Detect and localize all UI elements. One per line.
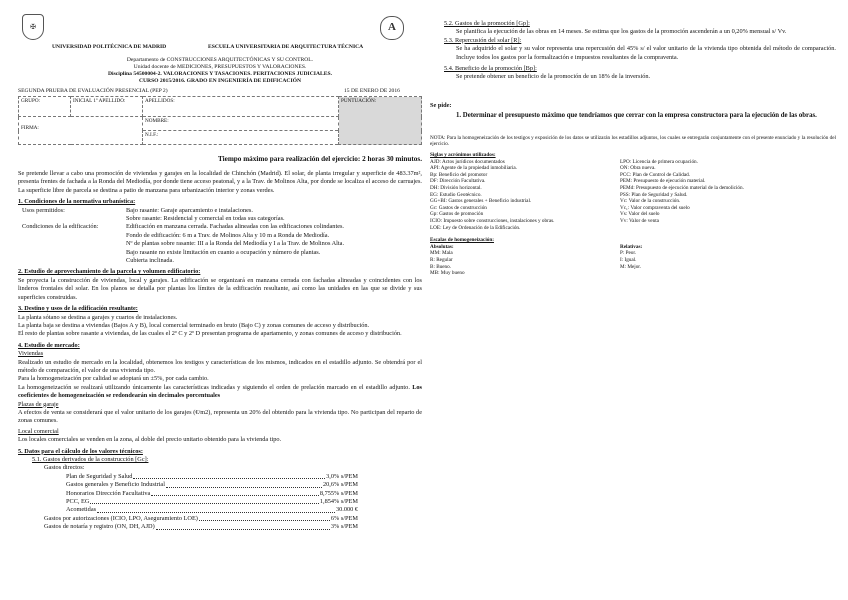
dot-leader — [156, 523, 330, 529]
glossary-item: ON: Obra nueva. — [620, 165, 656, 172]
cost-row — [44, 523, 358, 531]
direct-costs-label: Gastos directos: — [44, 464, 85, 472]
direct-costs-list — [18, 473, 358, 515]
section-4-title — [18, 342, 422, 350]
condition-item: Nº de plantas sobre rasante: III a la Ronda del Mediodía y I a la Trav. de Molinos Alta. — [126, 240, 345, 248]
uses-item: Bajo rasante: Garaje aparcamiento e instalaciones. — [126, 206, 253, 214]
scale-item: B: Bueno. — [430, 263, 452, 270]
section-5-title-text: 5. Datos para el cálculo de los valores técnicos: — [18, 447, 143, 455]
signature-field[interactable] — [19, 117, 143, 145]
left-column — [18, 0, 422, 600]
subsection-5-4 — [430, 65, 836, 73]
cost-row — [66, 506, 358, 514]
other-costs-list — [18, 515, 358, 532]
cost-value: 30.000 € — [335, 506, 358, 514]
uses-values — [126, 207, 422, 224]
time-limit: Tiempo máximo para realización del ejercicio: 2 horas 30 minutos. — [217, 155, 422, 163]
glossary-item: PEM: Presupuesto de ejecución material. — [620, 178, 706, 185]
section-4-title-text: 4. Estudio de mercado: — [18, 341, 80, 349]
dot-leader — [199, 515, 330, 521]
glossary — [430, 159, 836, 232]
scale-item: I: Igual. — [620, 256, 637, 263]
cost-label: PCC, EG — [66, 498, 90, 506]
glossary-item: LOE: Ley de Ordenación de la Edificación. — [430, 224, 521, 231]
cost-label: Acometidas — [66, 506, 97, 514]
relative-scales — [620, 244, 836, 277]
conditions-values — [126, 223, 422, 265]
glossary-item: Vs: Valor del suelo — [620, 211, 660, 218]
uses-item: Sobre rasante: Residencial y comercial en todas sus categorías. — [126, 215, 285, 223]
section-2-text: Se proyecta la construcción de viviendas, local y garajes. La edificación se organizará en manzana cerrada con fachadas alineadas y coincidentes con los linderos frontales del solar. En los planos se detalla por plantas los límites de la edificación resultante, así como las unidades en las que se divide y sus superficies construidas. — [18, 276, 422, 301]
subject: Disciplina 54500004-2. VALORACIONES Y TASACIONES. PERITACIONES JUDICIALES. — [108, 71, 332, 77]
condition-item: Cubierta inclinada. — [126, 257, 174, 265]
glossary-right — [620, 159, 836, 232]
glossary-item: PEMd: Presupuesto de ejecución material de la demolición. — [620, 185, 744, 191]
scales — [430, 244, 836, 277]
glossary-item: DH: División horizontal. — [430, 185, 482, 191]
glossary-item: API: Agente de la propiedad inmobiliaria. — [430, 165, 518, 172]
question-1: 1. Determinar el presupuesto máximo que tendríamos que cerrar con la empresa constructora para la ejecución de las obras. — [456, 112, 817, 120]
note: NOTA: Para la homogeneización de los testigos y exposición de los datos se utilizarán los estadillos adjuntos, los cuales se entregarán conjuntamente con el presente enunciado y la resolución del ejercicio. — [430, 134, 836, 148]
subsection-5-3-text: Se ha adquirido el solar y su valor representa una repercusión del 45% s/ el valor unitario de la vivienda tipo obtenida del método de comparación. Incluye todos los gastos por la formalización e impuestos resultantes de la compraventa. — [456, 45, 836, 61]
department: Departamento de CONSTRUCCIONES ARQUITECTÓNICAS Y SU CONTROL. — [126, 57, 314, 63]
section-5-title — [18, 448, 422, 456]
scale-item: MB: Muy bueno — [430, 270, 465, 277]
conditions-label: Condiciones de la edificación: — [22, 223, 99, 231]
dot-leader — [133, 473, 325, 479]
student-id-form — [18, 96, 422, 145]
section-1-title-text: 1. Condiciones de la normativa urbanística: — [18, 198, 136, 206]
scale-item: MM: Mala — [430, 250, 453, 257]
cost-label: Gastos generales y Beneficio Industrial — [66, 481, 165, 489]
housing-text: Realizado un estudio de mercado en la localidad, obtenemos los testigos y características de los mismos, indicados en el estadillo adjunto. Se obtendrá por el método de comparación, el valor de una vivienda tipo. — [18, 358, 422, 374]
group-label: GRUPO: — [21, 98, 41, 104]
right-column — [430, 0, 836, 600]
housing-text-bold: Los coeficientes de homogeneización se redondearán sin decimales porcentuales — [18, 383, 422, 400]
condition-item: Fondo de edificación: 6 m a Trav. de Molinos Alta y 10 m a Ronda de Mediodía. — [126, 231, 330, 239]
surnames-field[interactable] — [143, 97, 339, 117]
cost-row — [66, 481, 358, 489]
cost-value: 8,755% s/PEM — [319, 489, 358, 497]
nif-field[interactable] — [143, 131, 339, 145]
section-1-title — [18, 198, 422, 206]
glossary-item: PSS: Plan de Seguridad y Salud. — [620, 191, 688, 198]
scale-item: M: Mejor. — [620, 263, 642, 270]
cost-value: 3% s/PEM — [330, 523, 358, 531]
absolute-scales — [430, 244, 620, 277]
subsection-5-1 — [18, 456, 422, 464]
cost-label: Plan de Seguridad y Salud — [66, 472, 133, 480]
subsection-5-4-title: 5.4. Beneficio de la promoción [Bp]: — [444, 65, 537, 73]
scale-item: P: Peor. — [620, 250, 637, 257]
cost-label: Honorarios Dirección Facultativa — [66, 489, 151, 497]
glossary-item: EG: Estudio Geotécnico. — [430, 191, 482, 198]
glossary-item: AJD: Actos jurídicos documentados — [430, 158, 505, 165]
dot-leader — [90, 498, 318, 504]
glossary-title: Siglas y acrónimos utilizados: — [430, 152, 496, 159]
glossary-item: Bp: Beneficio del promotor — [430, 171, 488, 178]
cost-label: Gastos por autorizaciones (ICIO, LPO, Aseguramiento LOE) — [44, 514, 198, 522]
garage-text: A efectos de venta se considerará que el valor unitario de los garajes (€/m2), representa un 20% del obtenido para la vivienda tipo. No participan del reparto de zonas comunes. — [18, 408, 422, 425]
subsection-5-4-text: Se pretende obtener un beneficio de la promoción de un 18% de la inversión. — [456, 73, 651, 81]
exam-body — [18, 170, 422, 532]
uses-row — [18, 207, 422, 224]
ask-title: Se pide: — [430, 101, 452, 109]
uses-label: Usos permitidos: — [22, 206, 65, 214]
right-body — [430, 20, 836, 277]
cost-value: 3,0% s/PEM — [326, 472, 358, 480]
dot-leader — [97, 506, 335, 512]
subsection-5-1-title: 5.1. Gastos derivados de la construcción [Gc]: — [32, 456, 149, 463]
cost-row — [44, 515, 358, 523]
teaching-unit: Unidad docente de MEDICIONES, PRESUPUESTOS Y VALORACIONES. — [133, 64, 307, 70]
document-header — [18, 0, 422, 96]
subsection-5-2-title: 5.2. Gastos de la promoción [Gp]: — [444, 20, 530, 27]
glossary-item: GG+BI: Gastos generales + Beneficio industrial. — [430, 198, 532, 205]
school-name: ESCUELA UNIVERSITARIA DE ARQUITECTURA TÉCNICA — [208, 44, 364, 50]
housing-text — [18, 384, 422, 401]
surnames-label: APELLIDOS: — [145, 98, 175, 104]
absolute-list — [430, 250, 620, 276]
cost-value: 1,854% s/PEM — [319, 498, 358, 506]
score-label: PUNTUACIÓN: — [341, 98, 377, 104]
scales-title: Escalas de homogeneización: — [430, 237, 494, 244]
glossary-item: ICIO: Impuesto sobre construcciones, instalaciones y obras. — [430, 217, 555, 224]
scale-item: R: Regular — [430, 256, 453, 263]
section-3-title-text: 3. Destino y usos de la edificación resultante: — [18, 305, 138, 313]
conditions-row — [18, 223, 422, 265]
exam-title: SEGUNDA PRUEBA DE EVALUACIÓN PRESENCIAL (PEP 2) — [18, 88, 168, 94]
shop-subtitle: Local comercial — [18, 427, 59, 435]
glossary-left — [430, 159, 620, 232]
absolute-title: Absolutas: — [430, 243, 454, 250]
name-field[interactable] — [143, 117, 339, 131]
subsection-5-3-title: 5.3. Repercusión del solar [R]: — [444, 36, 522, 44]
intro-paragraph: Se pretende llevar a cabo una promoción de viviendas y garajes en la localidad de Chinchón (Madrid). El solar, de planta irregular y superficie de 483.37m², presenta frentes de fachada a la Ronda del Mediodía, por donde tiene acceso peatonal, y a la Trav. de Molinos Alta, por donde se localiza el acceso de carruajes. La superficie libre de parcela se destina a patio de manzana para urbanización interior y zonas verdes. — [18, 170, 422, 194]
section-2-title — [18, 268, 422, 276]
course: CURSO 2015/2016. GRADO EN INGENIERÍA DE EDIFICACIÓN — [138, 78, 302, 84]
housing-text-part: La homogeneización se realizará utilizando únicamente las características indicadas y siguiendo el orden de prelación marcado en el estadillo adjunto. — [18, 383, 410, 391]
section-3-text: El resto de plantas sobre rasante a viviendas, de las cuales el 2º C y 2º D presentan programa de apartamento, y zonas comunes de acceso y distribución. — [18, 330, 402, 338]
cost-row — [66, 498, 358, 506]
subsection-5-3 — [430, 37, 836, 45]
section-3-text: La planta sótano se destina a garajes y cuartos de instalaciones. — [18, 313, 178, 321]
university-seal-icon: ✠ — [22, 14, 44, 40]
garage-subtitle: Plazas de garaje — [18, 400, 59, 408]
housing-text: Para la homogeneización por calidad se adoptará un ±5%, por cada cambio. — [18, 375, 209, 383]
dot-leader — [166, 481, 322, 487]
university-name: UNIVERSIDAD POLITÉCNICA DE MADRID — [52, 44, 167, 50]
dot-leader — [151, 490, 319, 496]
subsection-5-2-text: Se planifica la ejecución de las obras en 14 meses. Se estima que los gastos de la promoción ascenderán a un 0,20% mensual s/ Vv. — [456, 28, 787, 36]
nif-label: N.I.F.: — [145, 132, 159, 138]
subsection-5-2 — [430, 20, 836, 28]
cost-label: Gastos de notaría y registro (ON, DH, AJD) — [44, 523, 155, 531]
glossary-item: Gc: Gastos de construcción — [430, 204, 487, 211]
glossary-item: DF: Dirección Facultativa. — [430, 178, 486, 185]
section-3-title — [18, 305, 422, 313]
score-field — [339, 97, 422, 145]
initial-label: INICIAL 1º APELLIDO: — [73, 98, 126, 104]
glossary-item: Vc: Valor de la construcción. — [620, 198, 681, 205]
relative-list — [620, 250, 836, 270]
glossary-item: PCC: Plan de Control de Calidad. — [620, 171, 691, 178]
name-label: NOMBRE: — [145, 118, 169, 124]
school-logo-icon: A — [380, 16, 404, 40]
shop-text: Los locales comerciales se venden en la zona, al doble del precio unitario obtenido para la vivienda tipo. — [18, 436, 282, 444]
group-field[interactable] — [19, 97, 71, 117]
section-2-title-text: 2. Estudio de aprovechamiento de la parcela y volumen edificatorio: — [18, 268, 201, 276]
initial-field[interactable] — [71, 97, 143, 117]
signature-label: FIRMA: — [21, 124, 39, 131]
cost-value: 20,6% s/PEM — [323, 481, 358, 489]
relative-title: Relativas: — [620, 243, 643, 250]
cost-value: 6% s/PEM — [330, 514, 358, 522]
cost-row — [66, 490, 358, 498]
exam-date: 15 DE ENERO DE 2016 — [344, 88, 400, 94]
condition-item: Edificación en manzana cerrada. Fachadas alineadas con las edificaciones colindantes. — [126, 223, 345, 231]
glossary-item: LPO: Licencia de primera ocupación. — [620, 158, 698, 165]
condition-item: Bajo rasante no existe limitación en cuanto a ocupación y número de plantas. — [126, 248, 321, 256]
housing-subtitle: Viviendas — [18, 350, 44, 358]
section-3-text: La planta baja se destina a viviendas (Bajos A y B), local comercial terminado en bruto (Bajo C) y zonas comunes de acceso y distribución. — [18, 321, 370, 329]
cost-row — [66, 473, 358, 481]
glossary-item: Gp: Gastos de promoción — [430, 211, 484, 218]
glossary-item: Vc₁: Valor compraventa del suelo — [620, 204, 690, 211]
glossary-item: Vv: Valor de venta — [620, 217, 659, 224]
